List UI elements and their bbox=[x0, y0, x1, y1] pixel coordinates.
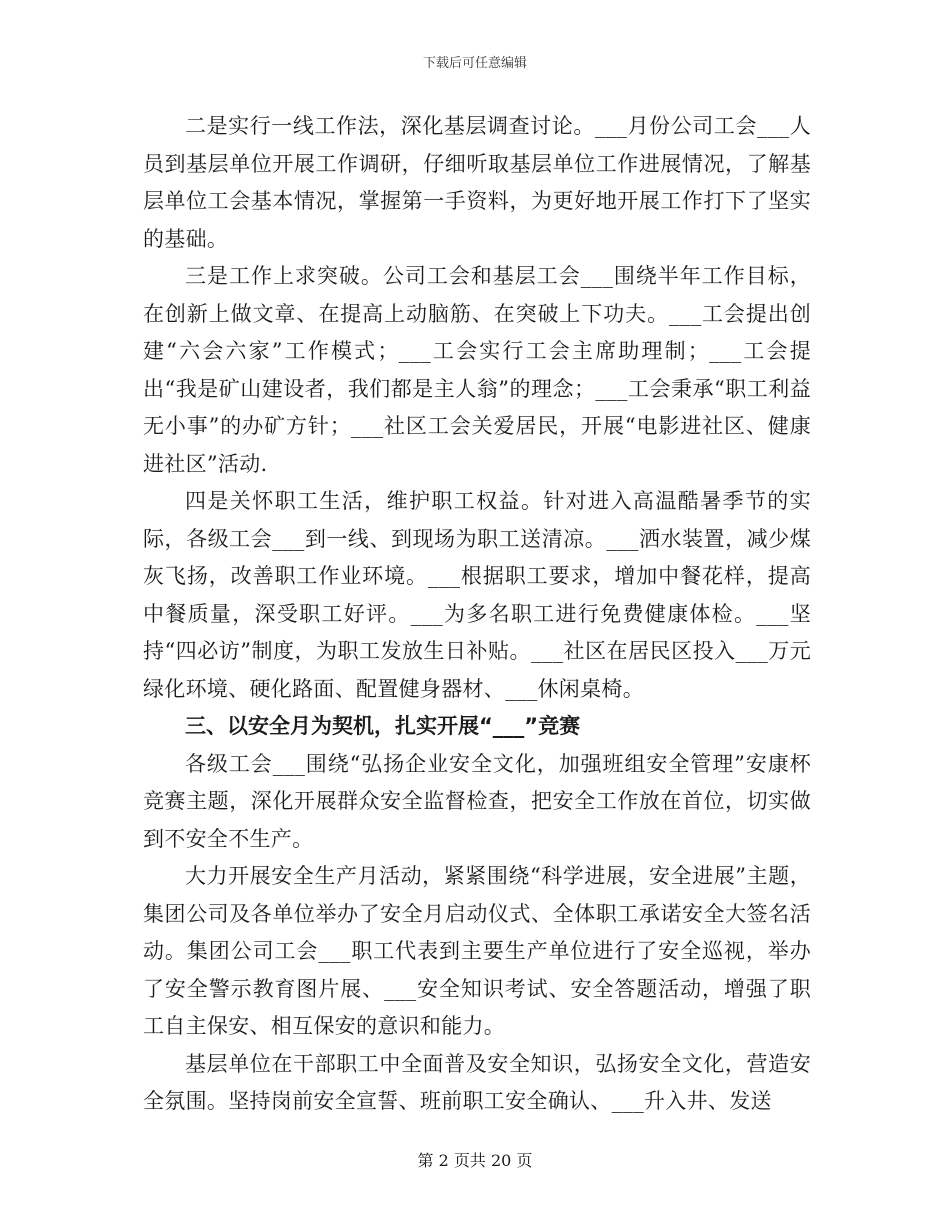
paragraph-6: 基层单位在干部职工中全面普及安全知识，弘扬安全文化，营造安全氛围。坚持岗前安全宣誓、班前职工安全确认、___升入井、发送 bbox=[143, 1051, 811, 1113]
paragraph-5: 大力开展安全生产月活动，紧紧围绕“科学进展，安全进展”主题，集团公司及各单位举办了安全月启动仪式、全体职工承诺安全大签名活动。集团公司工会___职工代表到主要生产单位进行了安全巡视，举办了安全警示教育图片展、___安全知识考试、安全答题活动，增强了职工自主保安、相互保安的意识和能力。 bbox=[143, 864, 811, 1038]
page-footer: 第 2 页共 20 页 bbox=[417, 1151, 533, 1170]
document-body bbox=[143, 108, 811, 1121]
paragraph-3: 四是关怀职工生活，维护职工权益。针对进入高温酷暑季节的实际，各级工会___到一线、到现场为职工送清凉。___洒水装置，减少煤灰飞扬，改善职工作业环境。___根据职工要求，增加中餐花样，提高中餐质量，深受职工好评。___为多名职工进行免费健康体检。___坚持“四必访”制度，为职工发放生日补贴。___社区在居民区投入___万元绿化环境、硬化路面、配置健身器材、___休闲桌椅。 bbox=[143, 489, 812, 701]
paragraph-4: 各级工会___围绕“弘扬企业安全文化，加强班组安全管理”安康杯竞赛主题，深化开展群众安全监督检查，把安全工作放在首位，切实做到不安全不生产。 bbox=[143, 751, 811, 851]
section-heading: 三、以安全月为契机，扎实开展“___”竞赛 bbox=[185, 714, 581, 738]
paragraph-1: 二是实行一线工作法，深化基层调查讨论。___月份公司工会___人员到基层单位开展工作调研，仔细听取基层单位工作进展情况，了解基层单位工会基本情况，掌握第一手资料，为更好地开展工作打下了坚实的基础。 bbox=[143, 114, 811, 251]
paragraph-2: 三是工作上求突破。公司工会和基层工会___围绕半年工作目标，在创新上做文章、在提高上动脑筋、在突破上下功夫。___工会提出创建“六会六家”工作模式；___工会实行工会主席助理制；___工会提出“我是矿山建设者，我们都是主人翁”的理念；___工会秉承“职工利益无小事”的办矿方针；___社区工会关爱居民，开展“电影进社区、健康进社区”活动. bbox=[143, 264, 811, 476]
page-header: 下载后可任意编辑 bbox=[422, 56, 527, 71]
